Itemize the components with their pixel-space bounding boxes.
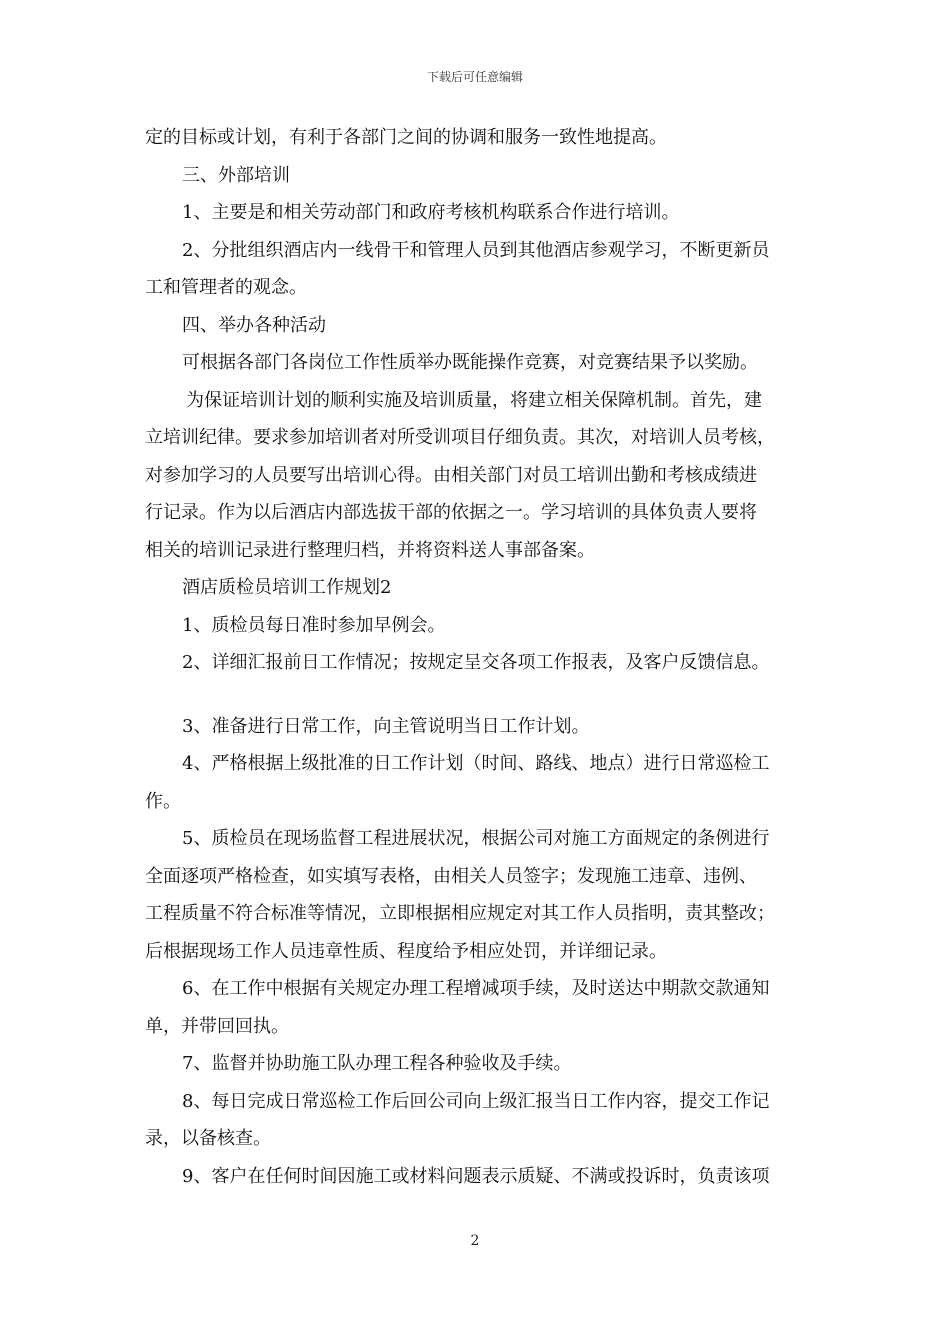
paragraph-line: 8、每日完成日常巡检工作后回公司向上级汇报当日工作内容，提交工作记 xyxy=(182,1090,770,1112)
paragraph-line: 相关的培训记录进行整理归档，并将资料送人事部备案。 xyxy=(145,539,595,561)
paragraph-line: 工和管理者的观念。 xyxy=(145,277,307,298)
paragraph-line: 1、主要是和相关劳动部门和政府考核机构联系合作进行培训。 xyxy=(182,202,680,223)
paragraph-line: 作。 xyxy=(145,790,181,812)
paragraph-line: 2、分批组织酒店内一线骨干和管理人员到其他酒店参观学习，不断更新员 xyxy=(182,239,770,261)
paragraph-gap xyxy=(145,682,817,708)
paragraph-line: 单，并带回回执。 xyxy=(145,1015,289,1037)
paragraph-line: 全面逐项严格检查，如实填写表格，由相关人员签字；发现施工违章、违例、 xyxy=(145,865,757,887)
paragraph-line: 后根据现场工作人员违章性质、程度给予相应处罚，并详细记录。 xyxy=(145,940,667,962)
paragraph-line: 立培训纪律。要求参加培训者对所受训项目仔细负责。其次，对培训人员考核， xyxy=(145,427,775,448)
paragraph-line: 1、质检员每日准时参加早例会。 xyxy=(182,614,446,636)
paragraph-line: 9、客户在任何时间因施工或材料问题表示质疑、不满或投诉时，负责该项 xyxy=(182,1165,770,1187)
paragraph-line: 行记录。作为以后酒店内部选拔干部的依据之一。学习培训的具体负责人要将 xyxy=(145,502,757,523)
paragraph-line: 6、在工作中根据有关规定办理工程增减项手续，及时送达中期款交款通知 xyxy=(182,978,770,999)
paragraph-line: 录，以备核查。 xyxy=(145,1128,271,1149)
paragraph-line: 5、质检员在现场监督工程进展状况，根据公司对施工方面规定的条例进行 xyxy=(182,828,770,849)
page-header: 下载后可任意编辑 xyxy=(426,70,523,84)
paragraph-line: 3、准备进行日常工作，向主管说明当日工作计划。 xyxy=(182,715,590,737)
section-heading: 四、举办各种活动 xyxy=(182,314,326,336)
section-heading: 三、外部培训 xyxy=(182,164,290,186)
paragraph-line: 可根据各部门各岗位工作性质举办既能操作竞赛，对竞赛结果予以奖励。 xyxy=(182,352,758,373)
page-number: 2 xyxy=(470,1233,480,1249)
paragraph-line: 4、严格根据上级批准的日工作计划（时间、路线、地点）进行日常巡检工 xyxy=(182,753,770,774)
paragraph-line: 对参加学习的人员要写出培训心得。由相关部门对员工培训出勤和考核成绩进 xyxy=(145,464,757,486)
paragraph-line: 为保证培训计划的顺利实施及培训质量，将建立相关保障机制。首先，建 xyxy=(186,389,762,411)
paragraph-line: 定的目标或计划，有利于各部门之间的协调和服务一致性地提高。 xyxy=(145,127,667,148)
paragraph-line: 2、详细汇报前日工作情况；按规定呈交各项工作报表，及客户反馈信息。 xyxy=(182,652,770,673)
document-body xyxy=(145,119,817,1195)
section-heading: 酒店质检员培训工作规划2 xyxy=(182,577,392,598)
paragraph-line: 工程质量不符合标准等情况，立即根据相应规定对其工作人员指明，责其整改； xyxy=(145,903,775,924)
paragraph-line: 7、监督并协助施工队办理工程各种验收及手续。 xyxy=(182,1053,572,1074)
